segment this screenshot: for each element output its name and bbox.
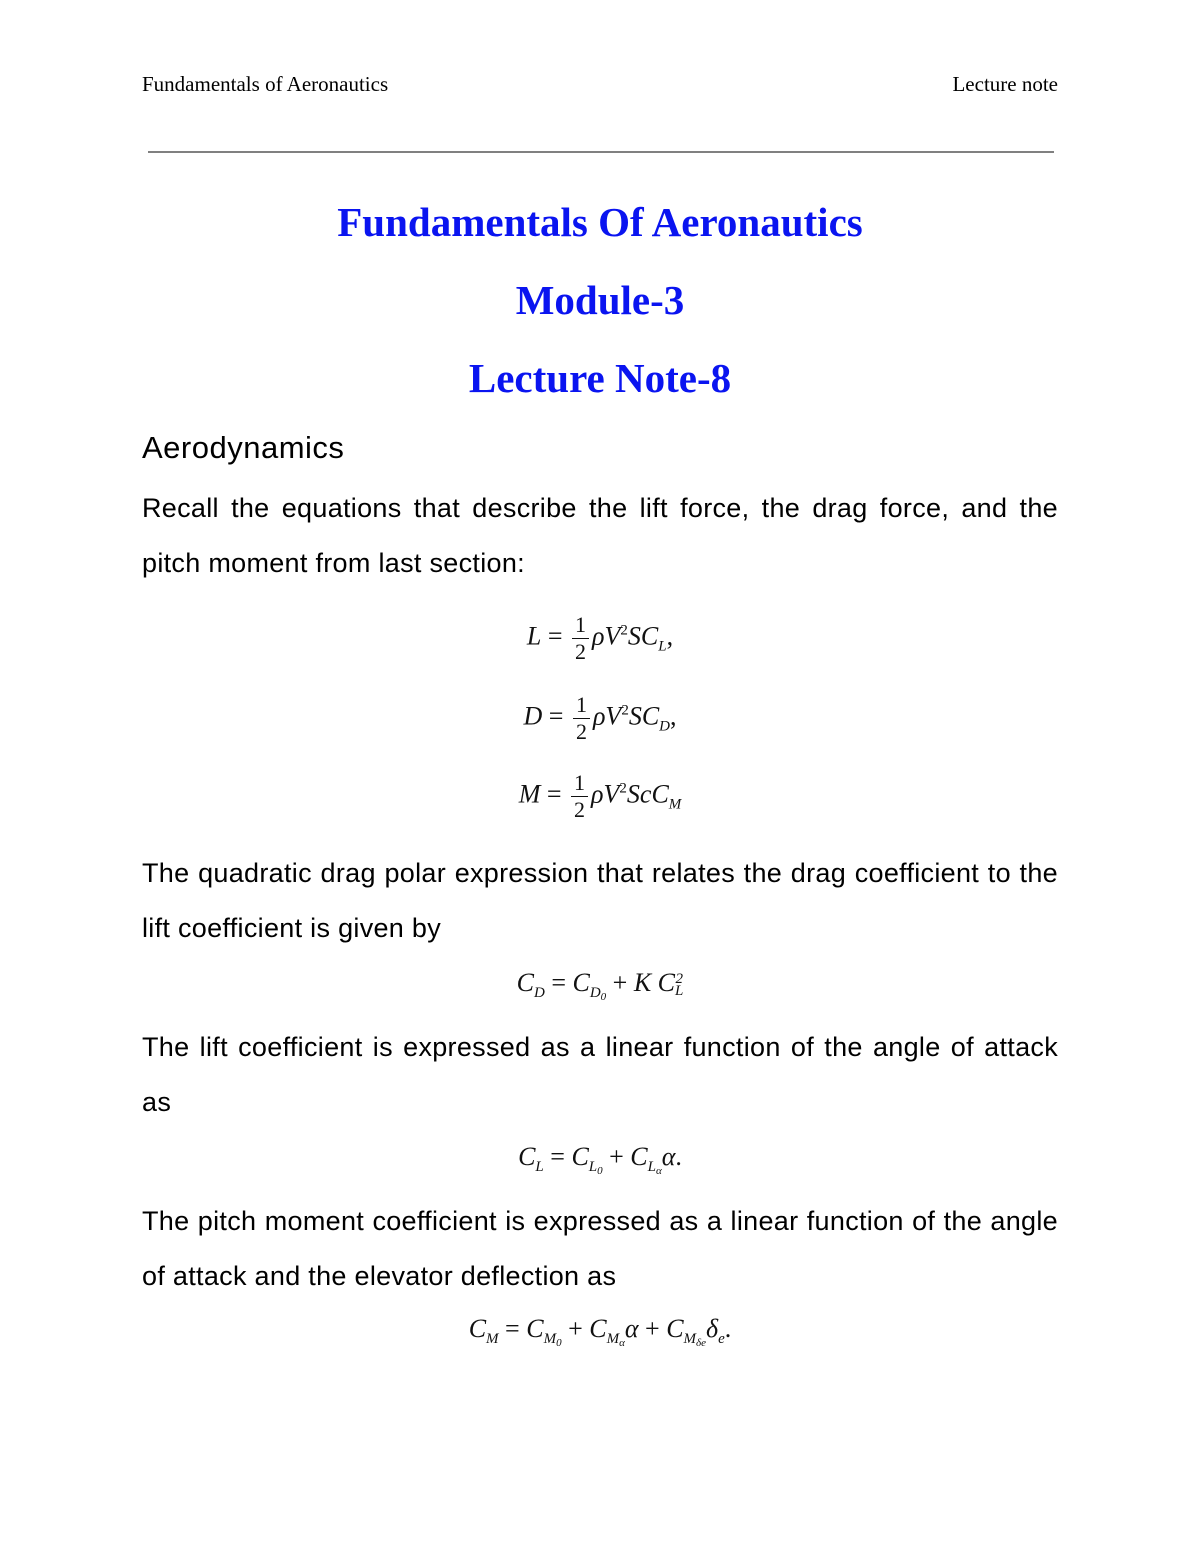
- module-title: Module-3: [515, 277, 685, 323]
- header-rule: [148, 151, 1054, 153]
- equation-moment: M = $\frac{1}{2}$ $\rho V^2ScC_M$: [518, 770, 682, 822]
- equation-pitch-moment: $C_M = C_{M_0} + C_{M_\alpha}\alpha + C_{M_{\delta e}}\delta_e$.: [468, 1314, 732, 1349]
- section-heading: Aerodynamics: [142, 430, 345, 465]
- paragraph-drag-polar: The quadratic drag polar expression that relates the drag coefficient to the lift coefficient is given by: [142, 858, 1058, 943]
- equation-lift: L = $\frac{1}{2}$ $\rho V^2SC_L$,: [526, 612, 674, 664]
- equation-drag: D = $\frac{1}{2}$ $\rho V^2SC_D$,: [523, 692, 677, 744]
- paragraph-lift-coefficient: The lift coefficient is expressed as a linear function of the angle of attack as: [142, 1032, 1058, 1117]
- running-header-left: Fundamentals of Aeronautics: [142, 72, 389, 96]
- paragraph-recall: Recall the equations that describe the lift force, the drag force, and the pitch moment from last section:: [142, 493, 1058, 578]
- paragraph-pitch-moment: The pitch moment coefficient is expressed as a linear function of the angle of attack and the elevator deflection as: [142, 1206, 1058, 1291]
- equation-drag-polar: $C_D = C_{D_0} + K$ C 2 L: [516, 968, 684, 1003]
- running-header-right: Lecture note: [952, 72, 1058, 96]
- lecture-title: Lecture Note-8: [468, 355, 732, 401]
- course-title: Fundamentals Of Aeronautics: [337, 199, 863, 245]
- equation-lift-coefficient: $C_L = C_{L_0} + C_{L_\alpha}\alpha$.: [518, 1142, 682, 1177]
